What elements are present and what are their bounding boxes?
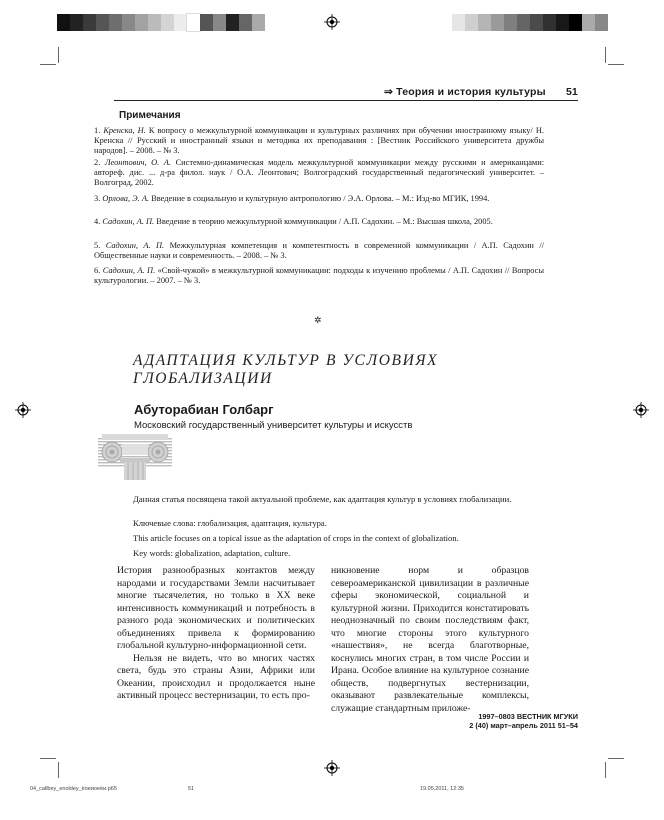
color-bar-right bbox=[452, 14, 608, 31]
article-author: Абуторабиан Голбарг bbox=[134, 402, 274, 417]
body-paragraph: Нельзя не видеть, что во многих частях света, будь это страны Азии, Африки или Океании, происходил и продолжается ныне активный процесс вестернизации, то есть про- bbox=[117, 652, 315, 701]
color-bar-left bbox=[57, 14, 265, 31]
crop-mark bbox=[608, 64, 624, 65]
crop-mark bbox=[605, 47, 606, 63]
body-column-right bbox=[331, 565, 529, 715]
crop-mark bbox=[608, 758, 624, 759]
body-paragraph: никновение норм и образцов североамериканской цивилизации в различные сферы экономической, социальной и культурной жизни. Приходится констатировать неоднозначный по своим последствиям факт, что многие стороны этого культурного «нашествия», не всегда благотворные, коснулись многих стран, в том числе России и Ирана. Особое влияние на культурное сознание обществ, подвергнутых вестернизации, оказывают развлекательные комплексы, служащие стандартным приложе- bbox=[331, 565, 529, 714]
slug-page: 51 bbox=[188, 786, 195, 792]
registration-mark-right-icon bbox=[633, 402, 649, 418]
crop-mark bbox=[40, 64, 56, 65]
article-affiliation: Московский государственный университет культуры и искусств bbox=[134, 420, 413, 431]
note-item: 1. Кренска, Н. К вопросу о межкультурной коммуникации и культурных различиях при обучении иностранному языку/ Н. Кренска // Русский и иностранный языки и методика их преподавания : [Вестник Российского университета дружбы народов]. – 2008. – № 3. bbox=[94, 126, 544, 156]
page-number: 51 bbox=[566, 86, 578, 98]
crop-mark bbox=[40, 758, 56, 759]
header-divider bbox=[114, 100, 578, 101]
note-item: 3. Орлова, Э. А. Введение в социальную и культурную антропологию / Э.А. Орлова. – М.: Изд-во МГИК, 1994. bbox=[94, 194, 490, 203]
slug-datetime: 19.05.2011, 12:35 bbox=[420, 786, 464, 792]
column-capital-icon bbox=[98, 432, 172, 480]
separator-star-icon: ✲ bbox=[314, 315, 322, 325]
body-paragraph: История разнообразных контактов между народами и государствами Земли насчитывает многие тысячелетия, но только в XX веке интенсивность коммуникаций и потребность в разного рода экономических и политических объединениях привела к формированию глобальной культурно-информационной сети. bbox=[117, 565, 315, 651]
note-item: 6. Садохин, А. П. «Свой-чужой» в межкультурной коммуникации: подходы к изучению проблемы / А.П. Садохин // Вопросы культурологии. – 2007. – № 3. bbox=[94, 266, 545, 286]
crop-mark bbox=[605, 762, 606, 778]
note-item: 4. Садохин, А. П. Введение в теорию межкультурной коммуникации / А.П. Садохин. – М.: Высшая школа, 2005. bbox=[94, 217, 493, 226]
journal-issn: 1997–0803 ВЕСТНИК МГУКИ bbox=[478, 712, 578, 721]
slug-filename: 04_callbey_enoldey_ёоеиоеёи.p65 bbox=[30, 786, 117, 792]
arrow-icon: ⇒ bbox=[384, 86, 393, 98]
running-header bbox=[384, 86, 546, 98]
crop-mark bbox=[58, 762, 59, 778]
crop-mark bbox=[58, 47, 59, 63]
running-header-title: Теория и история культуры bbox=[396, 86, 546, 98]
registration-mark-bottom-icon bbox=[324, 760, 340, 776]
article-title: АДАПТАЦИЯ КУЛЬТУР В УСЛОВИЯХ ГЛОБАЛИЗАЦИИ bbox=[133, 352, 439, 387]
note-item: 2. Леонтович, О. А. Системно-динамическая модель межкультурной коммуникации между русскими и американцами: автореф. дис. ... д-ра филол. наук / О.А. Леонтович; Волгоградский государственный педагогический университет. – Волгоград, 2002. bbox=[94, 158, 545, 188]
abstract-en: This article focuses on a topical issue as the adaptation of crops in the context of globalization. bbox=[133, 533, 459, 543]
registration-mark-top-icon bbox=[324, 14, 340, 30]
notes-heading: Примечания bbox=[119, 110, 181, 121]
keywords-ru: Ключевые слова: глобализация, адаптация, культура. bbox=[133, 518, 327, 528]
keywords-en: Key words: globalization, adaptation, culture. bbox=[133, 548, 291, 558]
note-item: 5. Садохин, А. П. Межкультурная компетенция и компетентность в современной коммуникации / А.П. Садохин // Общественные науки и современность. – 2008. – № 3. bbox=[94, 241, 544, 261]
registration-mark-left-icon bbox=[15, 402, 31, 418]
body-column-left bbox=[117, 565, 315, 703]
journal-issue: 2 (40) март–апрель 2011 51–54 bbox=[469, 721, 578, 730]
abstract-ru: Данная статья посвящена такой актуальной проблеме, как адаптация культур в условиях глобализации. bbox=[133, 494, 512, 504]
